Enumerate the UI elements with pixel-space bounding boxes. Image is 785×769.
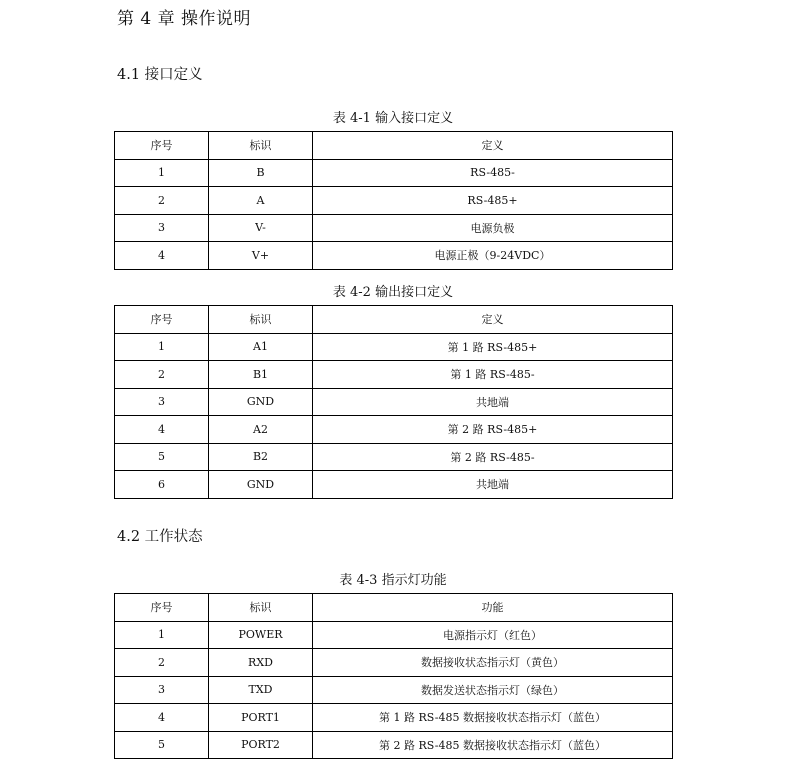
table-row bbox=[115, 649, 673, 677]
identifier-cell: GND bbox=[209, 471, 313, 499]
description-cell: 第 1 路 RS-485 数据接收状态指示灯（蓝色） bbox=[313, 704, 673, 732]
identifier-cell: POWER bbox=[209, 621, 313, 649]
identifier-cell: TXD bbox=[209, 676, 313, 704]
description-cell: 第 2 路 RS-485 数据接收状态指示灯（蓝色） bbox=[313, 731, 673, 759]
table-header-row bbox=[115, 594, 673, 622]
identifier-cell: PORT1 bbox=[209, 704, 313, 732]
description-cell: 电源负极 bbox=[313, 214, 673, 242]
header-cell: 功能 bbox=[313, 594, 673, 622]
identifier-cell: GND bbox=[209, 388, 313, 416]
header-cell: 标识 bbox=[209, 306, 313, 334]
header-cell: 序号 bbox=[115, 132, 209, 160]
identifier-cell: PORT2 bbox=[209, 731, 313, 759]
description-cell: 第 2 路 RS-485+ bbox=[313, 416, 673, 444]
table-row bbox=[115, 676, 673, 704]
section-heading-interface: 4.1 接口定义 bbox=[117, 67, 203, 83]
row-number-cell: 3 bbox=[115, 676, 209, 704]
header-cell: 序号 bbox=[115, 594, 209, 622]
row-number-cell: 4 bbox=[115, 416, 209, 444]
table-row bbox=[115, 333, 673, 361]
table-row bbox=[115, 187, 673, 215]
table-row bbox=[115, 731, 673, 759]
description-cell: 电源正极（9-24VDC） bbox=[313, 242, 673, 270]
identifier-cell: A2 bbox=[209, 416, 313, 444]
table-row bbox=[115, 361, 673, 389]
description-cell: 数据接收状态指示灯（黄色） bbox=[313, 649, 673, 677]
header-cell: 标识 bbox=[209, 132, 313, 160]
identifier-cell: V- bbox=[209, 214, 313, 242]
table-row bbox=[115, 704, 673, 732]
identifier-cell: B1 bbox=[209, 361, 313, 389]
row-number-cell: 2 bbox=[115, 187, 209, 215]
chapter-title: 第 4 章 操作说明 bbox=[117, 9, 252, 29]
identifier-cell: B bbox=[209, 159, 313, 187]
table-caption-input: 表 4-1 输入接口定义 bbox=[332, 111, 454, 126]
description-cell: 共地端 bbox=[313, 471, 673, 499]
header-cell: 定义 bbox=[313, 306, 673, 334]
table-row bbox=[115, 242, 673, 270]
description-cell: 电源指示灯（红色） bbox=[313, 621, 673, 649]
identifier-cell: A1 bbox=[209, 333, 313, 361]
header-cell: 序号 bbox=[115, 306, 209, 334]
row-number-cell: 6 bbox=[115, 471, 209, 499]
description-cell: RS-485- bbox=[313, 159, 673, 187]
table-row bbox=[115, 471, 673, 499]
table-row bbox=[115, 388, 673, 416]
identifier-cell: RXD bbox=[209, 649, 313, 677]
table-row bbox=[115, 214, 673, 242]
row-number-cell: 3 bbox=[115, 214, 209, 242]
table-row bbox=[115, 416, 673, 444]
header-cell: 标识 bbox=[209, 594, 313, 622]
description-cell: 第 1 路 RS-485+ bbox=[313, 333, 673, 361]
table-header-row bbox=[115, 132, 673, 160]
section-heading-status: 4.2 工作状态 bbox=[117, 529, 203, 545]
indicator-function-table bbox=[114, 593, 673, 759]
description-cell: 共地端 bbox=[313, 388, 673, 416]
row-number-cell: 3 bbox=[115, 388, 209, 416]
row-number-cell: 1 bbox=[115, 159, 209, 187]
table-caption-indicator: 表 4-3 指示灯功能 bbox=[339, 573, 447, 588]
row-number-cell: 1 bbox=[115, 621, 209, 649]
row-number-cell: 5 bbox=[115, 731, 209, 759]
identifier-cell: B2 bbox=[209, 443, 313, 471]
description-cell: RS-485+ bbox=[313, 187, 673, 215]
table-header-row bbox=[115, 306, 673, 334]
table-row bbox=[115, 443, 673, 471]
row-number-cell: 4 bbox=[115, 704, 209, 732]
description-cell: 数据发送状态指示灯（绿色） bbox=[313, 676, 673, 704]
output-interface-table bbox=[114, 305, 673, 499]
row-number-cell: 5 bbox=[115, 443, 209, 471]
row-number-cell: 4 bbox=[115, 242, 209, 270]
header-cell: 定义 bbox=[313, 132, 673, 160]
identifier-cell: A bbox=[209, 187, 313, 215]
table-caption-output: 表 4-2 输出接口定义 bbox=[332, 285, 454, 300]
identifier-cell: V+ bbox=[209, 242, 313, 270]
table-row bbox=[115, 621, 673, 649]
description-cell: 第 1 路 RS-485- bbox=[313, 361, 673, 389]
input-interface-table bbox=[114, 131, 673, 270]
row-number-cell: 1 bbox=[115, 333, 209, 361]
row-number-cell: 2 bbox=[115, 361, 209, 389]
table-row bbox=[115, 159, 673, 187]
description-cell: 第 2 路 RS-485- bbox=[313, 443, 673, 471]
row-number-cell: 2 bbox=[115, 649, 209, 677]
